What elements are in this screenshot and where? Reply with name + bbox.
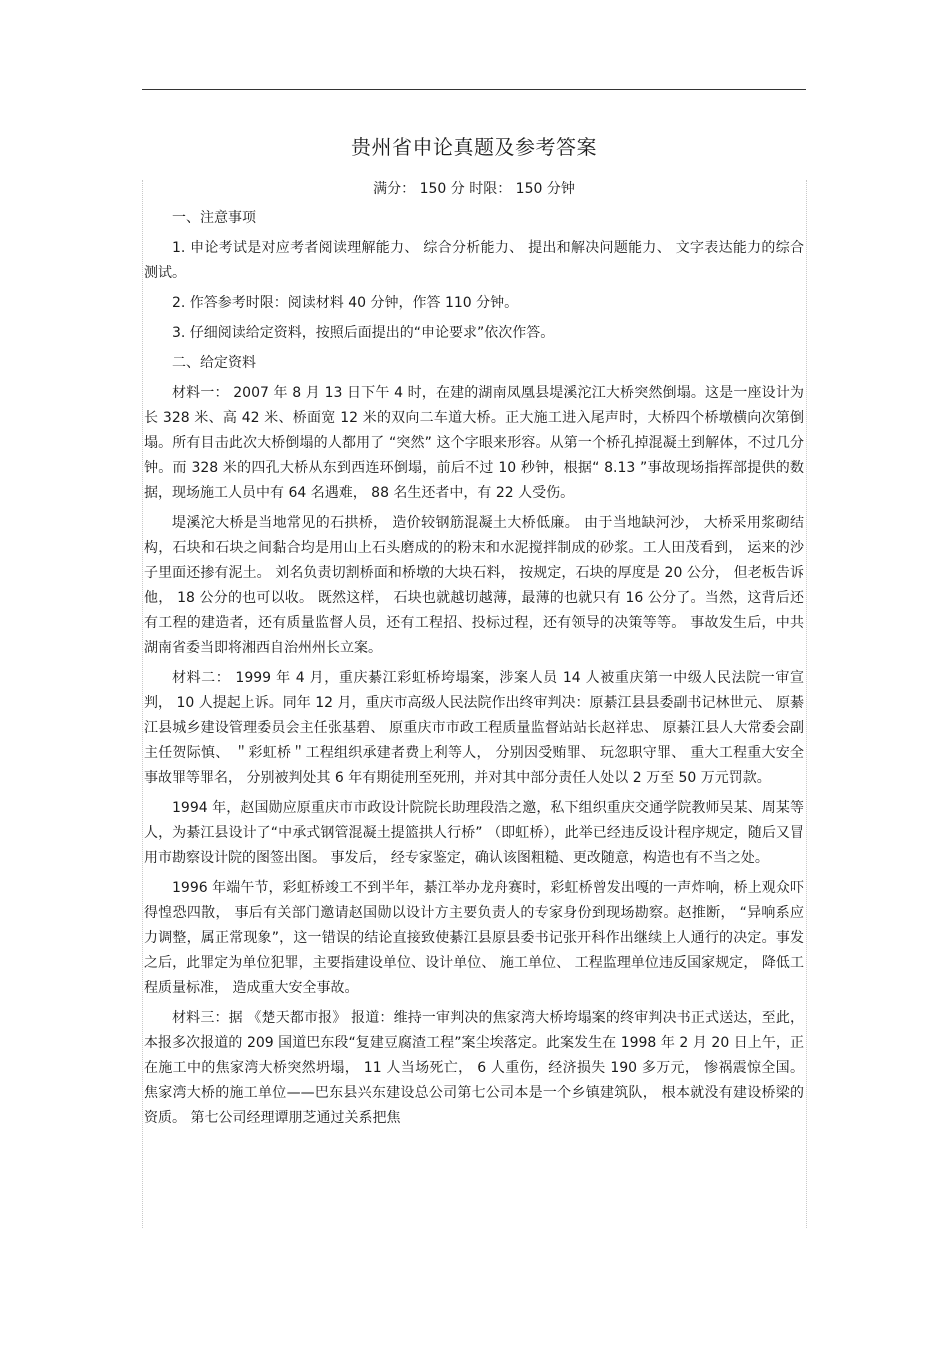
materials-heading: 二、给定资料 xyxy=(172,355,256,371)
material-2-paragraph-3: 1996 年端午节，彩虹桥竣工不到半年，綦江举办龙舟赛时，彩虹桥曾发出嘎的一声炸响，桥上观众吓得惶恐四散， 事后有关部门邀请赵国勋以设计方主要负责人的专家身份到现场勘察。赵推断， “异响系应力调整，属正常现象”，这一错误的结论直接致使綦江县原县委书记张开科作出继续上人通行的决定。事发之后，此罪定为单位犯罪，主要指建设单位、设计单位、 施工单位、 工程监理单位违反国家规定， 降低工程质量标准， 造成重大安全事故。 xyxy=(144,880,804,996)
material-3-paragraph-1: 材料三：据 《楚天都市报》 报道：维持一审判决的焦家湾大桥垮塌案的终审判决书正式送达，至此，本报多次报道的 209 国道巴东段“复建豆腐渣工程”案尘埃落定。此案发生在 1998 年 2 月 20 日上午，正在施工中的焦家湾大桥突然坍塌， 11 人当场死亡， 6 人重伤，经济损失 190 多万元， 惨祸震惊全国。 焦家湾大桥的施工单位——巴东县兴东建设总公司第七公司本是一个乡镇建筑队， 根本就没有建设桥梁的资质。 第七公司经理谭朋芝通过关系把焦 xyxy=(144,1010,804,1126)
notice-item-2: 2. 作答参考时限：阅读材料 40 分钟，作答 110 分钟。 xyxy=(172,295,519,311)
document-title: 贵州省申论真题及参考答案 xyxy=(351,135,597,159)
notice-heading: 一、注意事项 xyxy=(172,210,256,226)
header-rule xyxy=(142,89,806,90)
material-1-paragraph-2: 堤溪沱大桥是当地常见的石拱桥， 造价较钢筋混凝土大桥低廉。 由于当地缺河沙， 大桥采用浆砌结构，石块和石块之间黏合均是用山上石头磨成的的粉末和水泥搅拌制成的砂浆。工人田茂看到， 运来的沙子里面还掺有泥土。 刘名负责切割桥面和桥墩的大块石料， 按规定，石块的厚度是 20 公分， 但老板告诉他， 18 公分的也可以收。 既然这样， 石块也就越切越薄，最薄的也就只有 16 公分了。当然，这背后还有工程的建造者，还有质量监督人员，还有工程招、投标过程，还有领导的决策等等。 事故发生后，中共湖南省委当即将湘西自治州州长立案。 xyxy=(144,515,804,656)
notice-item-3: 3. 仔细阅读给定资料，按照后面提出的“申论要求”依次作答。 xyxy=(172,325,555,341)
left-margin-rule xyxy=(142,180,143,1228)
document-body xyxy=(144,206,804,1136)
material-1-paragraph-1: 材料一： 2007 年 8 月 13 日下午 4 时，在建的湖南凤凰县堤溪沱江大桥突然倒塌。这是一座设计为长 328 米、高 42 米、桥面宽 12 米的双向二车道大桥。正大施工进入尾声时，大桥四个桥墩横向次第倒塌。所有目击此次大桥倒塌的人都用了 “突然” 这个字眼来形容。从第一个桥孔掉混凝土到解体，不过几分钟。而 328 米的四孔大桥从东到西连环倒塌，前后不过 10 秒钟，根据“ 8.13 ”事故现场指挥部提供的数据，现场施工人员中有 64 名遇难， 88 名生还者中，有 22 人受伤。 xyxy=(144,385,804,501)
exam-meta: 满分： 150 分 时限： 150 分钟 xyxy=(373,181,575,197)
material-2-paragraph-1: 材料二： 1999 年 4 月，重庆綦江彩虹桥垮塌案，涉案人员 14 人被重庆第一中级人民法院一审宣判， 10 人提起上诉。同年 12 月，重庆市高级人民法院作出终审判决：原綦江县县委副书记林世元、 原綦江县城乡建设管理委员会主任张基碧、 原重庆市市政工程质量监督站站长赵祥忠、 原綦江县人大常委会副主任贺际慎、 ＂彩虹桥＂工程组织承建者费上利等人， 分别因受贿罪、 玩忽职守罪、 重大工程重大安全事故罪等罪名， 分别被判处其 6 年有期徒刑至死刑，并对其中部分责任人处以 2 万至 50 万元罚款。 xyxy=(144,670,804,786)
notice-item-1: 1. 申论考试是对应考者阅读理解能力、 综合分析能力、 提出和解决问题能力、 文字表达能力的综合测试。 xyxy=(144,240,804,281)
material-2-paragraph-2: 1994 年，赵国勋应原重庆市市政设计院院长助理段浩之邀，私下组织重庆交通学院教师吴某、周某等人，为綦江县设计了“中承式钢管混凝土提篮拱人行桥” （即虹桥），此举已经违反设计程序规定，随后又冒用市勘察设计院的图签出图。 事发后， 经专家鉴定，确认该图粗糙、更改随意，构造也有不当之处。 xyxy=(144,800,804,866)
right-margin-rule xyxy=(806,180,807,1228)
